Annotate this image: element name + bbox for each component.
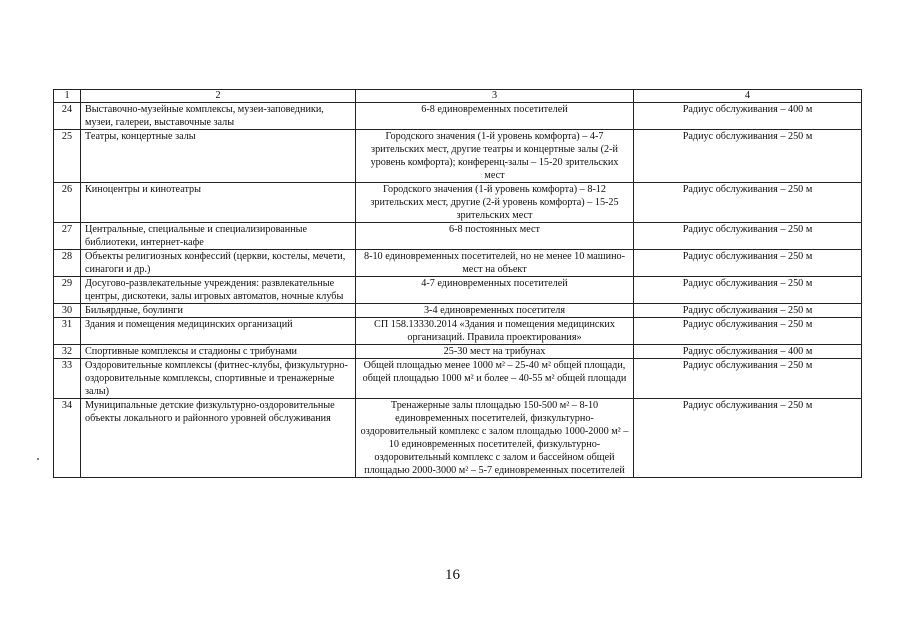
row-number: 25 — [54, 130, 81, 183]
row-number: 29 — [54, 277, 81, 304]
facility-name: Оздоровительные комплексы (фитнес-клубы, физкультурно-оздоровительные комплексы, спортивные и тренажерные залы) — [81, 359, 356, 399]
row-number: 27 — [54, 223, 81, 250]
table-row — [54, 399, 862, 478]
capacity-norm: 3-4 единовременных посетителя — [356, 304, 634, 318]
header-cell-1: 1 — [54, 90, 81, 103]
service-radius: Радиус обслуживания – 250 м — [634, 223, 862, 250]
row-number: 24 — [54, 103, 81, 130]
table-row — [54, 223, 862, 250]
facility-name: Театры, концертные залы — [81, 130, 356, 183]
table-row — [54, 277, 862, 304]
scan-speck — [37, 458, 39, 460]
header-cell-2: 2 — [81, 90, 356, 103]
table-row — [54, 304, 862, 318]
facility-name: Здания и помещения медицинских организаций — [81, 318, 356, 345]
capacity-norm: 6-8 постоянных мест — [356, 223, 634, 250]
service-radius: Радиус обслуживания – 250 м — [634, 359, 862, 399]
facility-name: Киноцентры и кинотеатры — [81, 183, 356, 223]
service-radius: Радиус обслуживания – 250 м — [634, 250, 862, 277]
table-row — [54, 345, 862, 359]
capacity-norm: Тренажерные залы площадью 150-500 м² – 8-10 единовременных посетителей, физкультурно-оздоровительный комплекс с залом площадью 1000-2000 м² – 10 единовременных посетителей, физкультурно-оздоровительный комплекс с залом и бассейном общей площадью 2000-3000 м² – 5-7 единовременных посетителей — [356, 399, 634, 478]
table-row — [54, 250, 862, 277]
table-row — [54, 318, 862, 345]
table-row — [54, 130, 862, 183]
service-radius: Радиус обслуживания – 250 м — [634, 318, 862, 345]
row-number: 30 — [54, 304, 81, 318]
facility-name: Бильярдные, боулинги — [81, 304, 356, 318]
service-radius: Радиус обслуживания – 400 м — [634, 103, 862, 130]
service-radius: Радиус обслуживания – 250 м — [634, 183, 862, 223]
table-row — [54, 103, 862, 130]
capacity-norm: Городского значения (1-й уровень комфорта) – 4-7 зрительских мест, другие театры и концертные залы (2-й уровень комфорта); конференц-залы – 15-20 зрительских мест — [356, 130, 634, 183]
table-header-row — [54, 90, 862, 103]
service-radius: Радиус обслуживания – 250 м — [634, 130, 862, 183]
row-number: 34 — [54, 399, 81, 478]
capacity-norm: 8-10 единовременных посетителей, но не менее 10 машино-мест на объект — [356, 250, 634, 277]
capacity-norm: СП 158.13330.2014 «Здания и помещения медицинских организаций. Правила проектирования» — [356, 318, 634, 345]
norms-table — [53, 89, 862, 478]
header-cell-3: 3 — [356, 90, 634, 103]
page-number: 16 — [445, 567, 460, 583]
facility-name: Объекты религиозных конфессий (церкви, костелы, мечети, синагоги и др.) — [81, 250, 356, 277]
row-number: 28 — [54, 250, 81, 277]
facility-name: Досугово-развлекательные учреждения: развлекательные центры, дискотеки, залы игровых автоматов, ночные клубы — [81, 277, 356, 304]
row-number: 33 — [54, 359, 81, 399]
service-radius: Радиус обслуживания – 250 м — [634, 399, 862, 478]
capacity-norm: 4-7 единовременных посетителей — [356, 277, 634, 304]
table-row — [54, 359, 862, 399]
capacity-norm: 25-30 мест на трибунах — [356, 345, 634, 359]
capacity-norm: Городского значения (1-й уровень комфорта) – 8-12 зрительских мест, другие (2-й уровень комфорта) – 15-25 зрительских мест — [356, 183, 634, 223]
facility-name: Муниципальные детские физкультурно-оздоровительные объекты локального и районного уровней обслуживания — [81, 399, 356, 478]
facility-name: Спортивные комплексы и стадионы с трибунами — [81, 345, 356, 359]
facility-name: Центральные, специальные и специализированные библиотеки, интернет-кафе — [81, 223, 356, 250]
header-cell-4: 4 — [634, 90, 862, 103]
facility-name: Выставочно-музейные комплексы, музеи-заповедники, музеи, галереи, выставочные залы — [81, 103, 356, 130]
row-number: 32 — [54, 345, 81, 359]
service-radius: Радиус обслуживания – 250 м — [634, 277, 862, 304]
table-row — [54, 183, 862, 223]
row-number: 31 — [54, 318, 81, 345]
service-radius: Радиус обслуживания – 250 м — [634, 304, 862, 318]
service-radius: Радиус обслуживания – 400 м — [634, 345, 862, 359]
capacity-norm: Общей площадью менее 1000 м² – 25-40 м² общей площади, общей площадью 1000 м² и более – 40-55 м² общей площади — [356, 359, 634, 399]
capacity-norm: 6-8 единовременных посетителей — [356, 103, 634, 130]
row-number: 26 — [54, 183, 81, 223]
